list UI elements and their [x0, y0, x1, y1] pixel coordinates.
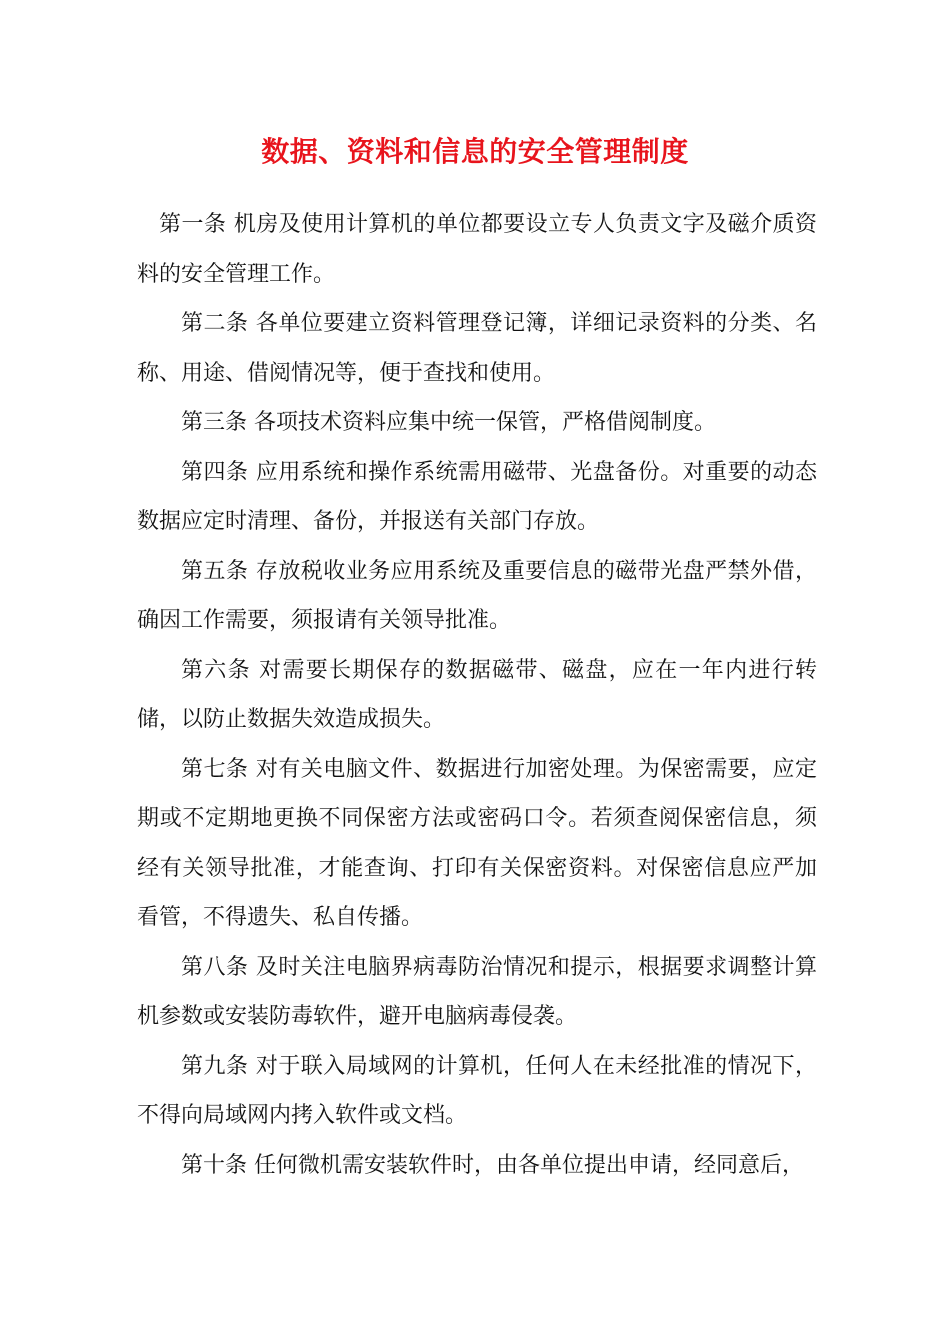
document-title: 数据、资料和信息的安全管理制度 — [261, 135, 689, 168]
article-1: 第一条 机房及使用计算机的单位都要设立专人负责文字及磁介质资料的安全管理工作。 — [137, 212, 817, 287]
article-2: 第二条 各单位要建立资料管理登记簿，详细记录资料的分类、名称、用途、借阅情况等，便于查找和使用。 — [137, 311, 817, 386]
article-4: 第四条 应用系统和操作系统需用磁带、光盘备份。对重要的动态数据应定时清理、备份，并报送有关部门存放。 — [137, 459, 817, 534]
article-7: 第七条 对有关电脑文件、数据进行加密处理。为保密需要，应定期或不定期地更换不同保密方法或密码口令。若须查阅保密信息，须经有关领导批准，才能查询、打印有关保密资料。对保密信息应严加看管，不得遗失、私自传播。 — [137, 756, 817, 930]
document-body — [137, 200, 817, 1190]
article-5: 第五条 存放税收业务应用系统及重要信息的磁带光盘严禁外借，确因工作需要，须报请有关领导批准。 — [137, 558, 817, 633]
article-6: 第六条 对需要长期保存的数据磁带、磁盘，应在一年内进行转储，以防止数据失效造成损失。 — [137, 657, 817, 732]
article-10: 第十条 任何微机需安装软件时，由各单位提出申请，经同意后， — [181, 1152, 804, 1178]
article-3: 第三条 各项技术资料应集中统一保管，严格借阅制度。 — [181, 410, 716, 435]
article-8: 第八条 及时关注电脑界病毒防治情况和提示，根据要求调整计算机参数或安装防毒软件，避开电脑病毒侵袭。 — [137, 954, 817, 1029]
article-9: 第九条 对于联入局域网的计算机，任何人在未经批准的情况下，不得向局域网内拷入软件或文档。 — [137, 1053, 817, 1128]
